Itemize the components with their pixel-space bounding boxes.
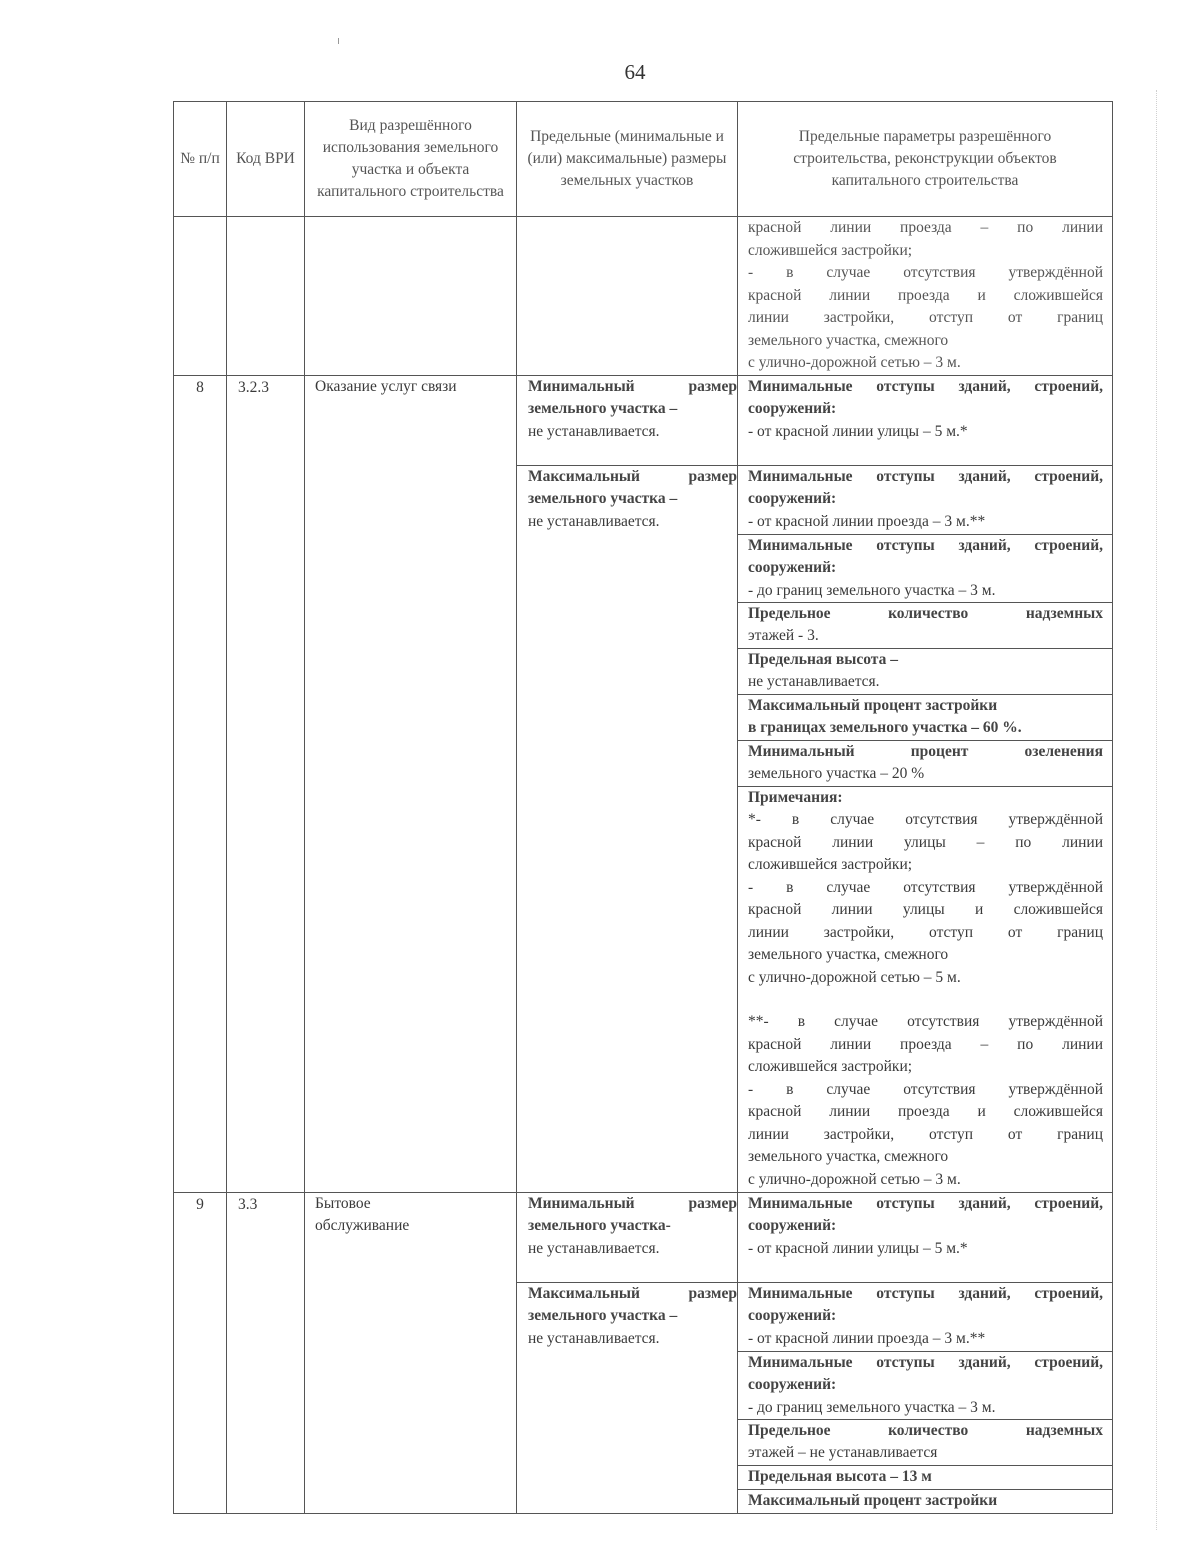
param-height: Предельная высота – не устанавливается. bbox=[738, 648, 1112, 694]
page-number: 64 bbox=[624, 60, 646, 84]
cell-num bbox=[174, 217, 227, 376]
param-coverage: Максимальный процент застройки в границах земельного участка – 60 %. bbox=[738, 694, 1112, 740]
param-setback-driveway: Минимальные отступы зданий, строений, сооружений: - от красной линии проезда – 3 м.** bbox=[738, 465, 1112, 534]
cell-code: 3.2.3 bbox=[227, 375, 305, 1192]
cell-code bbox=[227, 217, 305, 376]
param-setback-driveway: Минимальные отступы зданий, строений, сооружений: - от красной линии проезда – 3 м.** bbox=[738, 1282, 1112, 1351]
cell-params bbox=[738, 1192, 1113, 1514]
table-row-9 bbox=[174, 1192, 1113, 1514]
cell-use: Оказание услуг связи bbox=[305, 375, 517, 1192]
cell-params bbox=[738, 217, 1113, 376]
cell-sizes bbox=[517, 217, 738, 376]
cell-sizes bbox=[517, 375, 738, 1192]
cell-num: 8 bbox=[174, 375, 227, 1192]
cell-sizes bbox=[517, 1192, 738, 1514]
table-header-row bbox=[174, 102, 1113, 217]
max-size-block: Максимальный размер земельного участка – не устанавливается. bbox=[517, 1282, 737, 1351]
header-code: Код ВРИ bbox=[227, 102, 305, 217]
param-setback-boundary: Минимальные отступы зданий, строений, сооружений: - до границ земельного участка – 3 м. bbox=[738, 534, 1112, 602]
header-sizes: Предельные (минимальные и (или) максимальные) размеры земельных участков bbox=[517, 102, 738, 217]
min-size-block: Минимальный размер земельного участка- не устанавливается. bbox=[528, 1194, 737, 1257]
cell-use: Бытовое обслуживание bbox=[305, 1192, 517, 1514]
header-use: Вид разрешённого использования земельного участка и объекта капитального строительства bbox=[305, 102, 517, 217]
cell-code: 3.3 bbox=[227, 1192, 305, 1514]
param-setback-street: Минимальные отступы зданий, строений, сооружений: - от красной линии улицы – 5 м.* bbox=[748, 377, 1103, 440]
cell-use bbox=[305, 217, 517, 376]
param-floors: Предельное количество надземных этажей - 3. bbox=[738, 602, 1112, 648]
table-row-continuation bbox=[174, 217, 1113, 376]
regulations-table bbox=[173, 101, 1113, 1514]
max-size-block: Максимальный размер земельного участка – не устанавливается. bbox=[517, 465, 737, 534]
param-setback-boundary: Минимальные отступы зданий, строений, сооружений: - до границ земельного участка – 3 м. bbox=[738, 1351, 1112, 1419]
param-notes: Примечания: *- в случае отсутствия утверждённой красной линии улицы – по линии сложившейся застройки; - в случае отсутствия утверждённой красной линии улицы и сложившейся линии застройки, отступ от границ земельного участка, смежного с улично-дорожной сетью – 5 м. **- в случае отсутствия утверждённой красной линии проезда – по линии сложившейся застройки; - в случае отсутствия утверждённой красной линии проезда и сложившейся линии застройки, отступ от границ земельного участка, смежного с улично-дорожной сетью – 3 м. bbox=[738, 786, 1112, 1192]
scan-edge-marks bbox=[1156, 90, 1163, 1530]
param-greenery: Минимальный процент озеленения земельного участка – 20 % bbox=[738, 740, 1112, 786]
table-row-8 bbox=[174, 375, 1113, 1192]
continuation-note: красной линии проезда – по линии сложившейся застройки; - в случае отсутствия утверждённой красной линии проезда и сложившейся линии застройки, отступ от границ земельного участка, смежного с улично-дорожной сетью – 3 м. bbox=[748, 219, 1103, 371]
param-setback-street: Минимальные отступы зданий, строений, сооружений: - от красной линии улицы – 5 м.* bbox=[748, 1194, 1103, 1257]
scan-mark bbox=[338, 38, 339, 44]
param-height: Предельная высота – 13 м bbox=[738, 1465, 1112, 1489]
min-size-block: Минимальный размер земельного участка – не устанавливается. bbox=[528, 377, 737, 440]
param-floors: Предельное количество надземных этажей – не устанавливается bbox=[738, 1419, 1112, 1465]
param-coverage: Максимальный процент застройки bbox=[738, 1489, 1112, 1513]
header-params: Предельные параметры разрешённого строительства, реконструкции объектов капитального строительства bbox=[738, 102, 1113, 217]
cell-params bbox=[738, 375, 1113, 1192]
cell-num: 9 bbox=[174, 1192, 227, 1514]
header-num: № п/п bbox=[174, 102, 227, 217]
